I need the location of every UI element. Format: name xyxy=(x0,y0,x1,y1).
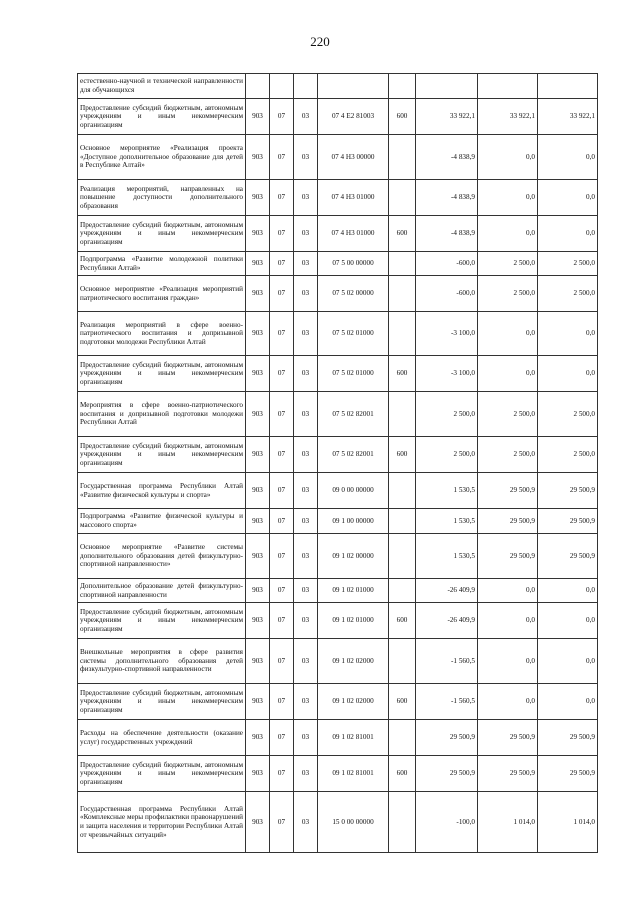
row-rz: 07 xyxy=(270,756,294,792)
row-sum-3: 29 500,9 xyxy=(538,473,598,509)
row-vr xyxy=(389,276,416,312)
row-name: Предоставление субсидий бюджетным, автономным учреждениям и иным некоммерческим организациям xyxy=(78,684,246,720)
row-sum-1: 29 500,9 xyxy=(416,756,478,792)
row-ved: 903 xyxy=(246,720,270,756)
row-csr: 09 1 02 81001 xyxy=(318,720,389,756)
row-sum-1: 1 530,5 xyxy=(416,473,478,509)
row-name: Расходы на обеспечение деятельности (оказание услуг) государственных учреждений xyxy=(78,720,246,756)
row-ved: 903 xyxy=(246,792,270,853)
page-number: 220 xyxy=(310,34,330,49)
row-vr xyxy=(389,312,416,356)
row-vr xyxy=(389,180,416,216)
row-csr: 15 0 00 00000 xyxy=(318,792,389,853)
row-ved: 903 xyxy=(246,312,270,356)
row-ved: 903 xyxy=(246,99,270,135)
row-sum-1: 2 500,0 xyxy=(416,437,478,473)
row-name: Основное мероприятие «Реализация проекта «Доступное дополнительное образование для детей в Республике Алтай» xyxy=(78,135,246,180)
row-name: Предоставление субсидий бюджетным, автономным учреждениям и иным некоммерческим организациям xyxy=(78,437,246,473)
row-vr: 600 xyxy=(389,437,416,473)
row-pr: 03 xyxy=(294,216,318,252)
row-vr xyxy=(389,579,416,603)
row-sum-1: -600,0 xyxy=(416,276,478,312)
row-csr: 07 4 Н3 00000 xyxy=(318,135,389,180)
row-pr: 03 xyxy=(294,99,318,135)
row-ved: 903 xyxy=(246,756,270,792)
table-row xyxy=(78,74,598,99)
row-sum-2: 0,0 xyxy=(478,180,538,216)
row-sum-1: -26 409,9 xyxy=(416,579,478,603)
row-sum-2: 29 500,9 xyxy=(478,509,538,534)
row-pr: 03 xyxy=(294,135,318,180)
row-rz: 07 xyxy=(270,180,294,216)
table-row xyxy=(78,392,598,437)
row-pr: 03 xyxy=(294,509,318,534)
row-pr: 03 xyxy=(294,356,318,392)
row-sum-2: 2 500,0 xyxy=(478,276,538,312)
row-vr xyxy=(389,252,416,276)
row-sum-3: 0,0 xyxy=(538,603,598,639)
row-sum-1: 33 922,1 xyxy=(416,99,478,135)
row-csr: 09 1 02 02000 xyxy=(318,639,389,684)
row-rz: 07 xyxy=(270,579,294,603)
table-row xyxy=(78,437,598,473)
row-pr: 03 xyxy=(294,252,318,276)
row-sum-3: 0,0 xyxy=(538,356,598,392)
table-row xyxy=(78,534,598,579)
row-rz: 07 xyxy=(270,135,294,180)
row-sum-3: 2 500,0 xyxy=(538,252,598,276)
row-vr xyxy=(389,135,416,180)
row-ved: 903 xyxy=(246,276,270,312)
row-csr: 07 5 02 00000 xyxy=(318,276,389,312)
row-ved: 903 xyxy=(246,603,270,639)
row-sum-2: 0,0 xyxy=(478,684,538,720)
row-rz: 07 xyxy=(270,509,294,534)
row-sum-2: 0,0 xyxy=(478,135,538,180)
row-ved: 903 xyxy=(246,534,270,579)
row-sum-3: 29 500,9 xyxy=(538,756,598,792)
row-sum-1: -4 838,9 xyxy=(416,135,478,180)
row-sum-3: 2 500,0 xyxy=(538,276,598,312)
row-vr: 600 xyxy=(389,216,416,252)
row-name: Дополнительное образование детей физкультурно-спортивной направленности xyxy=(78,579,246,603)
row-name: Мероприятия в сфере военно-патриотического воспитания и допризывной подготовки молодежи Республики Алтай xyxy=(78,392,246,437)
table-row xyxy=(78,180,598,216)
table-row xyxy=(78,639,598,684)
row-name: Подпрограмма «Развитие молодежной политики Республики Алтай» xyxy=(78,252,246,276)
row-pr: 03 xyxy=(294,312,318,356)
table-row xyxy=(78,603,598,639)
row-sum-3: 2 500,0 xyxy=(538,437,598,473)
row-csr: 07 5 02 82001 xyxy=(318,392,389,437)
row-vr: 600 xyxy=(389,99,416,135)
table-row xyxy=(78,473,598,509)
row-sum-1: -26 409,9 xyxy=(416,603,478,639)
row-name: Основное мероприятие «Реализация мероприятий патриотического воспитания граждан» xyxy=(78,276,246,312)
row-ved: 903 xyxy=(246,392,270,437)
row-name: Государственная программа Республики Алтай «Развитие физической культуры и спорта» xyxy=(78,473,246,509)
row-rz: 07 xyxy=(270,312,294,356)
row-name: Реализация мероприятий, направленных на повышение доступности дополнительного образования xyxy=(78,180,246,216)
row-pr: 03 xyxy=(294,792,318,853)
row-sum-2: 2 500,0 xyxy=(478,392,538,437)
row-vr: 600 xyxy=(389,756,416,792)
row-sum-1: -3 100,0 xyxy=(416,312,478,356)
row-csr: 09 1 02 81001 xyxy=(318,756,389,792)
row-sum-2: 33 922,1 xyxy=(478,99,538,135)
row-csr: 09 1 02 00000 xyxy=(318,534,389,579)
row-sum-3: 29 500,9 xyxy=(538,509,598,534)
row-rz: 07 xyxy=(270,534,294,579)
row-sum-3: 0,0 xyxy=(538,312,598,356)
row-pr: 03 xyxy=(294,756,318,792)
row-sum-1: -3 100,0 xyxy=(416,356,478,392)
row-sum-1: 1 530,5 xyxy=(416,534,478,579)
table-row xyxy=(78,312,598,356)
row-rz: 07 xyxy=(270,216,294,252)
row-pr: 03 xyxy=(294,473,318,509)
row-sum-2: 0,0 xyxy=(478,216,538,252)
row-ved: 903 xyxy=(246,216,270,252)
row-csr: 07 5 02 01000 xyxy=(318,312,389,356)
row-sum-1: 29 500,9 xyxy=(416,720,478,756)
row-name: Предоставление субсидий бюджетным, автономным учреждениям и иным некоммерческим организациям xyxy=(78,99,246,135)
row-sum-3: 0,0 xyxy=(538,135,598,180)
row-sum-2: 2 500,0 xyxy=(478,252,538,276)
row-rz: 07 xyxy=(270,276,294,312)
table-row xyxy=(78,684,598,720)
row-sum-1 xyxy=(416,74,478,99)
table-row xyxy=(78,720,598,756)
row-name: Предоставление субсидий бюджетным, автономным учреждениям и иным некоммерческим организациям xyxy=(78,756,246,792)
row-ved: 903 xyxy=(246,509,270,534)
table-row xyxy=(78,509,598,534)
row-sum-3: 0,0 xyxy=(538,579,598,603)
row-pr: 03 xyxy=(294,603,318,639)
row-sum-2: 0,0 xyxy=(478,639,538,684)
row-vr xyxy=(389,639,416,684)
row-vr xyxy=(389,792,416,853)
row-csr: 09 1 02 01000 xyxy=(318,603,389,639)
row-csr: 09 1 02 02000 xyxy=(318,684,389,720)
row-sum-1: -1 560,5 xyxy=(416,639,478,684)
row-vr xyxy=(389,392,416,437)
table-row xyxy=(78,792,598,853)
row-csr: 07 5 02 82001 xyxy=(318,437,389,473)
row-sum-1: -4 838,9 xyxy=(416,216,478,252)
row-vr xyxy=(389,534,416,579)
row-vr: 600 xyxy=(389,356,416,392)
row-name: Подпрограмма «Развитие физической культуры и массового спорта» xyxy=(78,509,246,534)
row-rz: 07 xyxy=(270,639,294,684)
row-vr xyxy=(389,473,416,509)
row-rz: 07 xyxy=(270,252,294,276)
row-sum-3: 0,0 xyxy=(538,216,598,252)
table-row xyxy=(78,99,598,135)
row-sum-1: 2 500,0 xyxy=(416,392,478,437)
row-ved: 903 xyxy=(246,579,270,603)
row-vr xyxy=(389,509,416,534)
row-sum-2: 29 500,9 xyxy=(478,473,538,509)
row-vr xyxy=(389,74,416,99)
row-pr: 03 xyxy=(294,720,318,756)
row-sum-3 xyxy=(538,74,598,99)
row-pr: 03 xyxy=(294,684,318,720)
row-pr: 03 xyxy=(294,437,318,473)
row-csr: 09 1 02 01000 xyxy=(318,579,389,603)
row-csr: 07 4 Н3 01000 xyxy=(318,180,389,216)
row-csr: 09 1 00 00000 xyxy=(318,509,389,534)
table-row xyxy=(78,135,598,180)
row-sum-3: 0,0 xyxy=(538,684,598,720)
row-pr: 03 xyxy=(294,534,318,579)
row-name: Реализация мероприятий в сфере военно-патриотического воспитания и допризывной подготовки молодежи Республики Алтай xyxy=(78,312,246,356)
table-row xyxy=(78,756,598,792)
row-rz: 07 xyxy=(270,473,294,509)
row-ved xyxy=(246,74,270,99)
row-sum-1: -1 560,5 xyxy=(416,684,478,720)
row-rz: 07 xyxy=(270,720,294,756)
row-rz: 07 xyxy=(270,356,294,392)
row-ved: 903 xyxy=(246,180,270,216)
row-sum-2: 0,0 xyxy=(478,603,538,639)
table-row xyxy=(78,252,598,276)
row-sum-2 xyxy=(478,74,538,99)
row-pr: 03 xyxy=(294,276,318,312)
row-rz: 07 xyxy=(270,392,294,437)
row-ved: 903 xyxy=(246,639,270,684)
row-sum-2: 1 014,0 xyxy=(478,792,538,853)
row-name: естественно-научной и технической направленности для обучающихся xyxy=(78,74,246,99)
row-csr: 07 5 00 00000 xyxy=(318,252,389,276)
row-sum-1: -4 838,9 xyxy=(416,180,478,216)
row-vr: 600 xyxy=(389,603,416,639)
row-sum-3: 1 014,0 xyxy=(538,792,598,853)
row-rz: 07 xyxy=(270,603,294,639)
row-vr xyxy=(389,720,416,756)
row-ved: 903 xyxy=(246,473,270,509)
row-sum-2: 29 500,9 xyxy=(478,534,538,579)
row-ved: 903 xyxy=(246,437,270,473)
row-sum-3: 33 922,1 xyxy=(538,99,598,135)
row-rz xyxy=(270,74,294,99)
row-name: Предоставление субсидий бюджетным, автономным учреждениям и иным некоммерческим организациям xyxy=(78,356,246,392)
row-csr: 07 5 02 01000 xyxy=(318,356,389,392)
row-sum-2: 0,0 xyxy=(478,579,538,603)
row-csr: 07 4 Н3 01000 xyxy=(318,216,389,252)
row-pr: 03 xyxy=(294,639,318,684)
row-pr xyxy=(294,74,318,99)
budget-table xyxy=(77,73,598,853)
row-rz: 07 xyxy=(270,684,294,720)
row-ved: 903 xyxy=(246,135,270,180)
row-csr: 07 4 Е2 81003 xyxy=(318,99,389,135)
row-sum-3: 0,0 xyxy=(538,639,598,684)
table-row xyxy=(78,276,598,312)
row-sum-2: 0,0 xyxy=(478,312,538,356)
row-ved: 903 xyxy=(246,684,270,720)
table-row xyxy=(78,579,598,603)
row-rz: 07 xyxy=(270,99,294,135)
row-sum-2: 2 500,0 xyxy=(478,437,538,473)
row-name: Предоставление субсидий бюджетным, автономным учреждениям и иным некоммерческим организациям xyxy=(78,216,246,252)
row-rz: 07 xyxy=(270,792,294,853)
row-ved: 903 xyxy=(246,356,270,392)
row-name: Предоставление субсидий бюджетным, автономным учреждениям и иным некоммерческим организациям xyxy=(78,603,246,639)
row-csr: 09 0 00 00000 xyxy=(318,473,389,509)
row-sum-3: 29 500,9 xyxy=(538,720,598,756)
row-csr xyxy=(318,74,389,99)
row-sum-3: 0,0 xyxy=(538,180,598,216)
row-sum-3: 2 500,0 xyxy=(538,392,598,437)
row-sum-2: 29 500,9 xyxy=(478,756,538,792)
row-sum-1: -600,0 xyxy=(416,252,478,276)
row-sum-1: -100,0 xyxy=(416,792,478,853)
table-row xyxy=(78,216,598,252)
row-name: Основное мероприятие «Развитие системы дополнительного образования детей физкультурно-спортивной направленности» xyxy=(78,534,246,579)
row-sum-2: 29 500,9 xyxy=(478,720,538,756)
row-vr: 600 xyxy=(389,684,416,720)
row-name: Государственная программа Республики Алтай «Комплексные меры профилактики правонарушений и защита населения и территории Республики Алтай от чрезвычайных ситуаций» xyxy=(78,792,246,853)
row-pr: 03 xyxy=(294,579,318,603)
row-sum-1: 1 530,5 xyxy=(416,509,478,534)
row-pr: 03 xyxy=(294,392,318,437)
row-rz: 07 xyxy=(270,437,294,473)
row-name: Внешкольные мероприятия в сфере развития системы дополнительного образования детей физкультурно-спортивной направленности xyxy=(78,639,246,684)
table-row xyxy=(78,356,598,392)
row-sum-2: 0,0 xyxy=(478,356,538,392)
row-pr: 03 xyxy=(294,180,318,216)
row-ved: 903 xyxy=(246,252,270,276)
row-sum-3: 29 500,9 xyxy=(538,534,598,579)
